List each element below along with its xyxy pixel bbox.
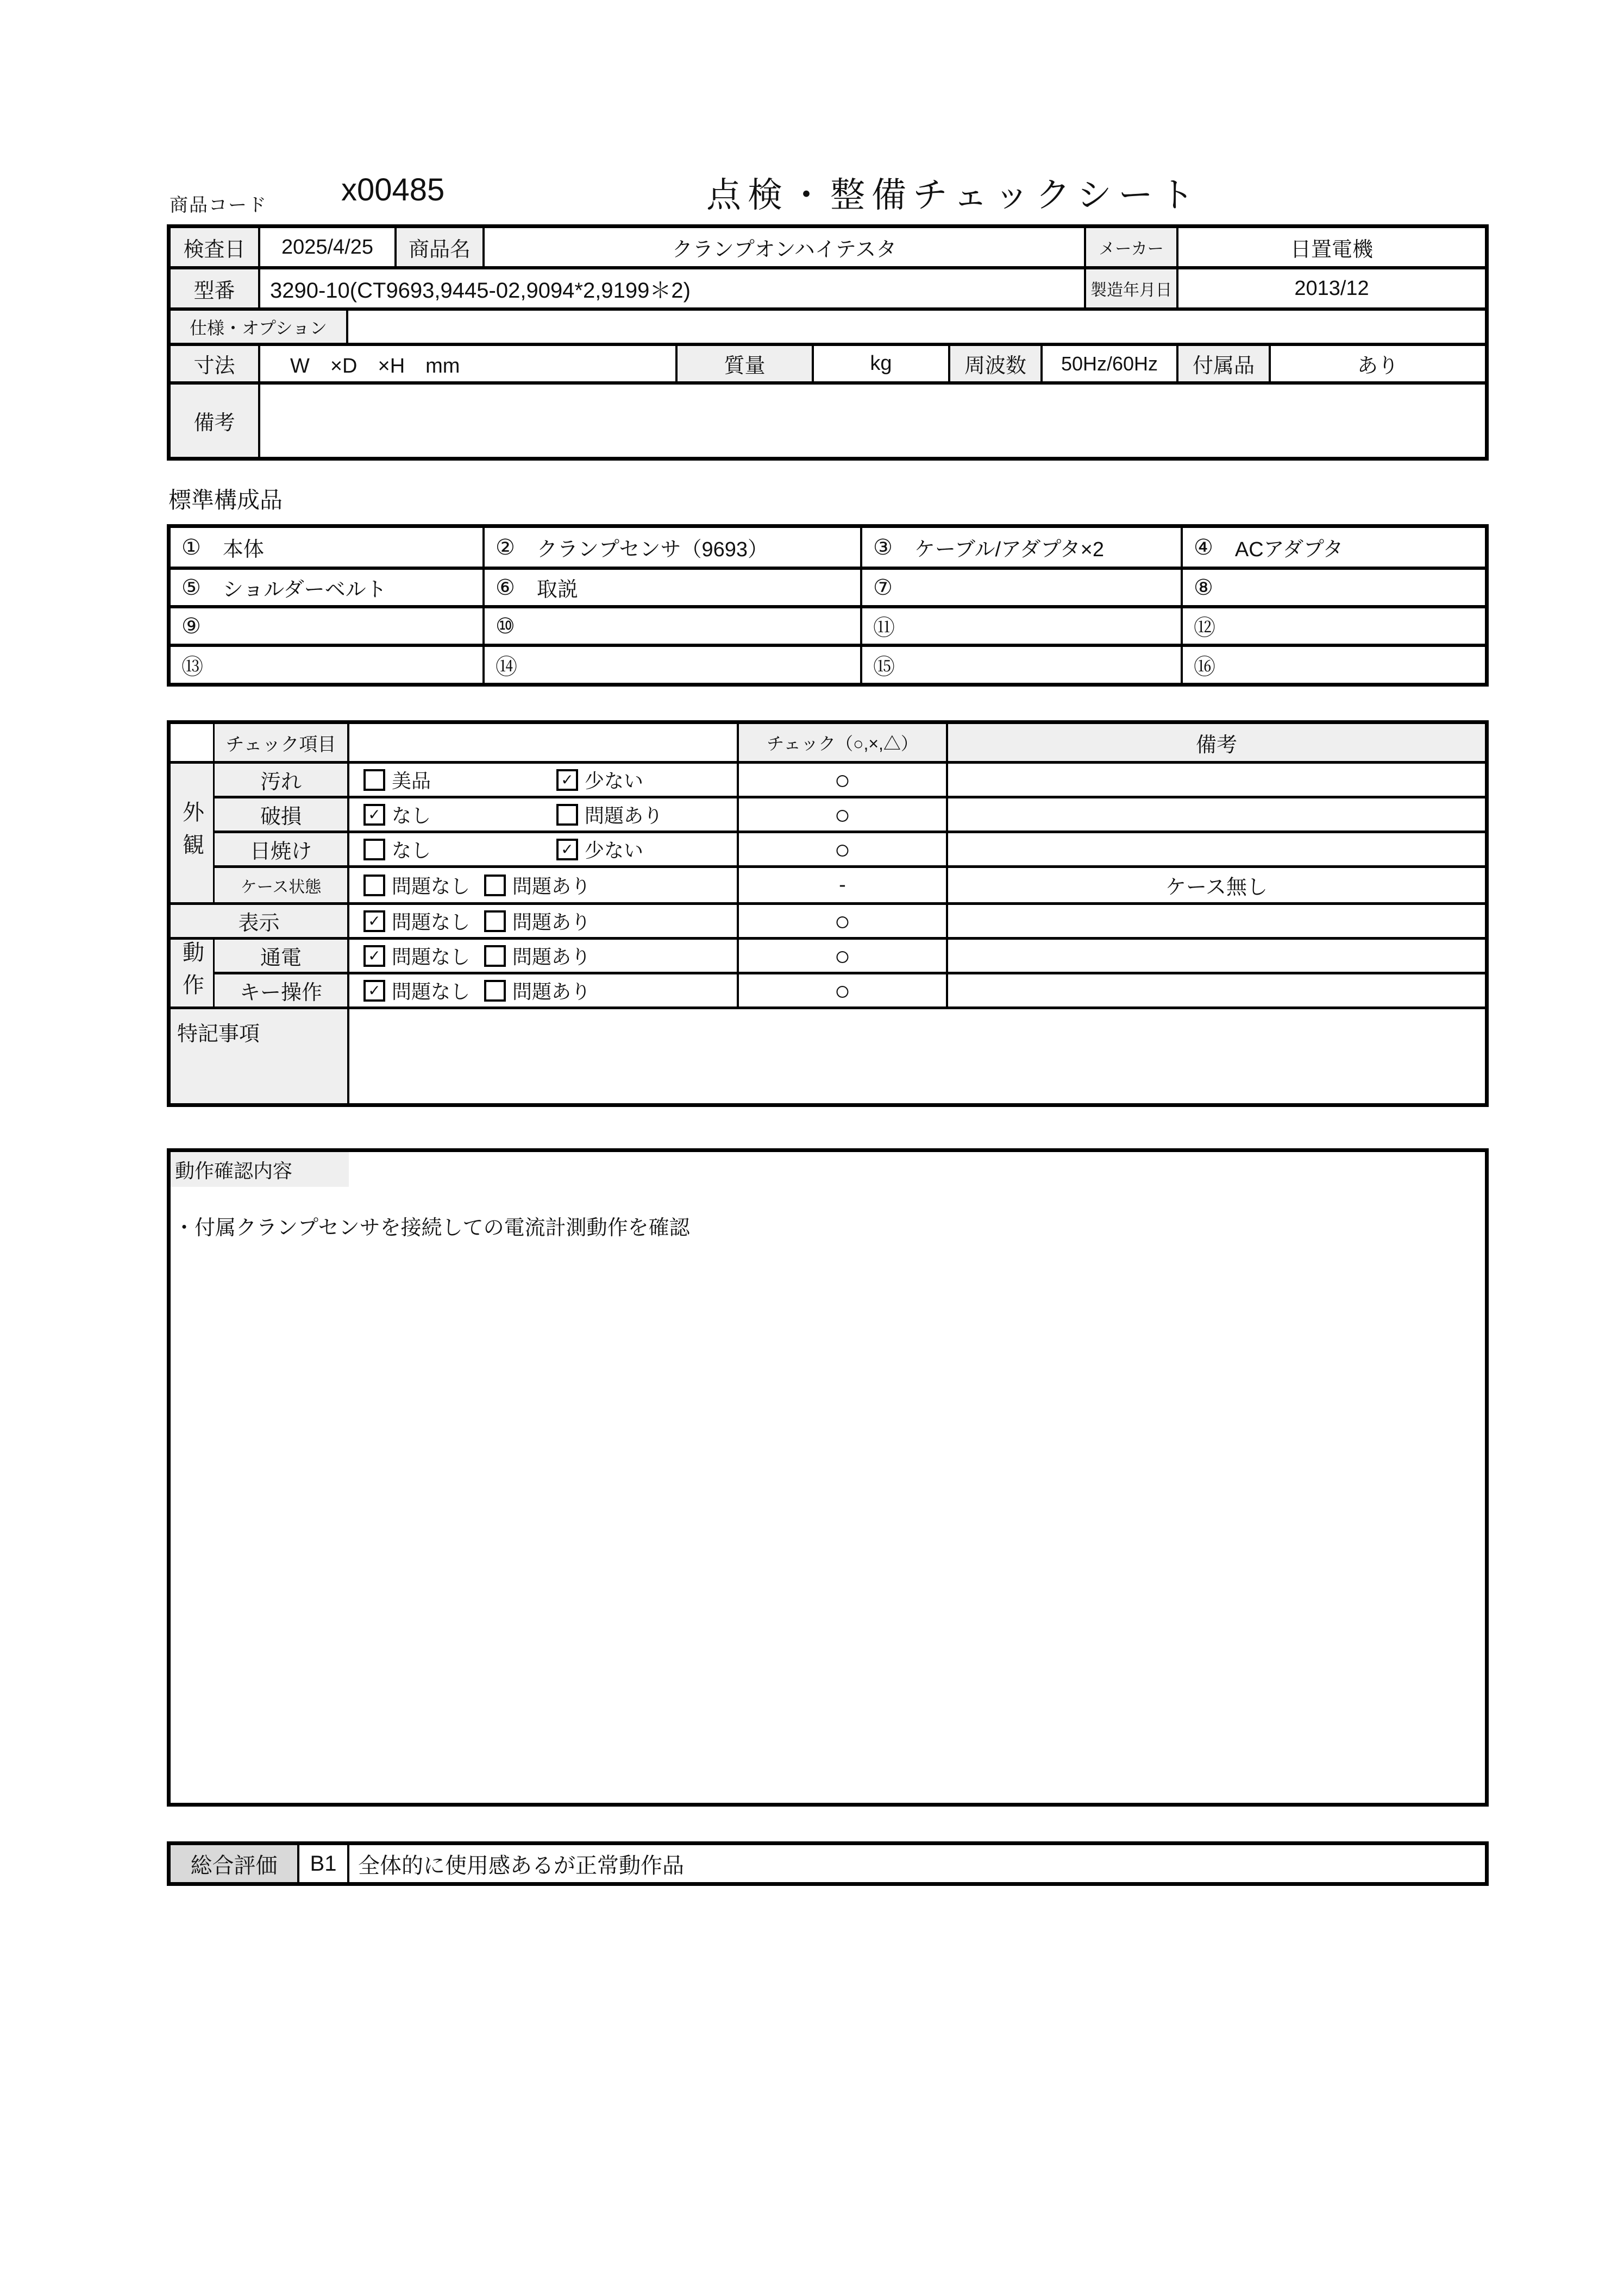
spec-option-label: 仕様・オプション	[171, 311, 346, 343]
remarks-label: 備考	[171, 385, 258, 457]
check-mark: ○	[737, 972, 946, 1007]
option	[363, 766, 518, 794]
option-label: なし	[392, 839, 431, 861]
group-appearance-label: 外観	[171, 761, 213, 902]
special-notes-value	[347, 1007, 1485, 1103]
circled-number: ⑭	[496, 655, 517, 679]
dimensions-value: W ×D ×H mm	[258, 346, 675, 381]
check-mark: ○	[737, 902, 946, 937]
operation-check-label: 動作確認内容	[171, 1152, 349, 1187]
circled-number: ⑧	[1194, 575, 1213, 600]
option-label: 問題なし	[392, 911, 471, 933]
check-row-remarks	[946, 831, 1485, 865]
maker-value: 日置電機	[1176, 228, 1485, 266]
circled-number: ⑤	[181, 575, 201, 600]
check-row-label: 汚れ	[213, 761, 347, 796]
check-row-label: 日焼け	[213, 831, 347, 865]
check-row-options	[347, 865, 737, 902]
check-mark: ○	[737, 796, 946, 831]
component-item	[860, 644, 1181, 683]
inspection-date-value: 2025/4/25	[258, 228, 394, 266]
mfg-date-value: 2013/12	[1176, 269, 1485, 307]
option	[556, 801, 663, 828]
component-item: ③ ケーブル/アダプタ×2	[860, 528, 1181, 567]
accessories-value: あり	[1269, 346, 1485, 381]
circled-number: ⑬	[181, 655, 203, 679]
circled-number: ⑦	[873, 575, 893, 600]
checkbox	[363, 875, 385, 896]
check-row-label: 破損	[213, 796, 347, 831]
check-row-options	[347, 831, 737, 865]
model-value: 3290-10(CT9693,9445-02,9094*2,9199＊2)	[258, 269, 1084, 307]
check-row-label: 通電	[213, 937, 347, 972]
option	[556, 835, 711, 863]
check-row-options	[347, 761, 737, 796]
check-row-remarks: ケース無し	[946, 865, 1485, 902]
component-item	[1181, 605, 1485, 644]
overall-rating-label: 総合評価	[171, 1845, 297, 1882]
checkbox: ✓	[363, 804, 385, 826]
circled-number: ④	[1194, 535, 1213, 559]
checkbox	[484, 945, 506, 967]
option	[484, 907, 591, 935]
checkbox	[363, 769, 385, 791]
components-table	[167, 524, 1489, 687]
checkbox	[556, 804, 578, 826]
product-name-label: 商品名	[394, 228, 482, 266]
check-row-remarks	[946, 972, 1485, 1007]
check-header-remarks: 備考	[946, 724, 1485, 761]
info-row-dimensions	[171, 343, 1485, 381]
circled-number: ⑩	[496, 614, 515, 638]
checkbox	[363, 839, 385, 860]
component-item	[482, 605, 860, 644]
component-item	[171, 605, 482, 644]
option-label: 問題あり	[512, 980, 591, 1003]
overall-comment: 全体的に使用感あるが正常動作品	[347, 1845, 1485, 1882]
circled-number: ①	[181, 535, 201, 559]
product-code-label: 商品コード	[170, 195, 267, 216]
overall-grade: B1	[297, 1845, 347, 1882]
product-name-value: クランプオンハイテスタ	[482, 228, 1084, 266]
component-item	[860, 605, 1181, 644]
check-header-corner	[171, 724, 213, 761]
check-row-options	[347, 972, 737, 1007]
check-row-label: ケース状態	[213, 865, 347, 902]
check-mark: ○	[737, 761, 946, 796]
frequency-label: 周波数	[948, 346, 1040, 381]
check-mark: ○	[737, 831, 946, 865]
checkbox: ✓	[363, 980, 385, 1002]
option	[363, 835, 518, 863]
circled-number: ③	[873, 535, 893, 559]
checkbox: ✓	[556, 839, 578, 860]
checkbox	[484, 875, 506, 896]
check-row-remarks	[946, 796, 1485, 831]
check-row-options	[347, 902, 737, 937]
option	[363, 871, 470, 899]
weight-value: kg	[812, 346, 948, 381]
check-header-options	[347, 724, 737, 761]
component-item: ② クランプセンサ（9693）	[482, 528, 860, 567]
circled-number: ⑯	[1194, 655, 1215, 679]
option-label: 少ない	[585, 770, 644, 792]
special-notes-label: 特記事項	[171, 1007, 347, 1103]
component-item: ④ ACアダプタ	[1181, 528, 1485, 567]
component-item	[1181, 567, 1485, 605]
components-section-title: 標準構成品	[168, 487, 283, 513]
component-item	[171, 644, 482, 683]
option-label: 問題あり	[585, 804, 663, 827]
circled-number: ⑮	[873, 655, 895, 679]
remarks-value	[258, 385, 1485, 457]
option	[363, 907, 470, 935]
circled-number: ⑪	[873, 616, 895, 640]
check-row-remarks	[946, 902, 1485, 937]
component-item	[860, 567, 1181, 605]
option-label: 問題なし	[392, 946, 471, 968]
option-label: なし	[392, 804, 431, 827]
option-label: 少ない	[585, 839, 644, 861]
spec-option-value	[346, 311, 1485, 343]
check-row-label: キー操作	[213, 972, 347, 1007]
product-code-value: x00485	[341, 172, 445, 207]
component-item: ⑤ ショルダーベルト	[171, 567, 482, 605]
option	[484, 977, 591, 1004]
page-title: 点検・整備チェックシート	[706, 175, 1201, 215]
accessories-label: 付属品	[1176, 346, 1269, 381]
circled-number: ⑫	[1194, 616, 1215, 640]
checkbox: ✓	[556, 769, 578, 791]
checkbox: ✓	[363, 910, 385, 932]
option	[484, 942, 591, 970]
option	[363, 801, 518, 828]
component-item: ⑥ 取説	[482, 567, 860, 605]
option	[484, 871, 591, 899]
checkbox	[484, 980, 506, 1002]
check-row-options	[347, 937, 737, 972]
check-header-item: チェック項目	[213, 724, 347, 761]
option-label: 問題なし	[392, 980, 471, 1003]
option-label: 問題なし	[392, 875, 471, 897]
info-row-remarks	[171, 381, 1485, 457]
component-item	[482, 644, 860, 683]
info-row-model	[171, 266, 1485, 307]
operation-check-box	[167, 1148, 1489, 1807]
weight-label: 質量	[675, 346, 812, 381]
circled-number: ②	[496, 535, 515, 559]
check-mark: -	[737, 865, 946, 902]
option-label: 問題あり	[512, 911, 591, 933]
option	[556, 766, 711, 794]
check-table	[167, 720, 1489, 1107]
component-item	[1181, 644, 1485, 683]
check-row-label: 表示	[171, 902, 347, 937]
info-row-spec	[171, 307, 1485, 343]
circled-number: ⑥	[496, 575, 515, 600]
maker-label: メーカー	[1084, 228, 1176, 266]
circled-number: ⑨	[181, 614, 201, 638]
operation-check-line: ・付属クランプセンサを接続しての電流計測動作を確認	[174, 1217, 690, 1240]
inspection-date-label: 検査日	[171, 228, 258, 266]
checkbox: ✓	[363, 945, 385, 967]
overall-rating-bar	[167, 1841, 1489, 1886]
option-label: 問題あり	[512, 946, 591, 968]
checkbox	[484, 910, 506, 932]
mfg-date-label: 製造年月日	[1084, 269, 1176, 307]
info-row-basic	[171, 228, 1485, 266]
dimensions-label: 寸法	[171, 346, 258, 381]
option	[363, 942, 470, 970]
product-info-table	[167, 224, 1489, 461]
check-header-check: チェック（○,×,△）	[737, 724, 946, 761]
group-operation-label: 動作	[171, 937, 213, 1007]
option	[363, 977, 470, 1004]
option-label: 美品	[392, 770, 431, 792]
check-mark: ○	[737, 937, 946, 972]
component-item: ① 本体	[171, 528, 482, 567]
model-label: 型番	[171, 269, 258, 307]
check-row-remarks	[946, 937, 1485, 972]
frequency-value: 50Hz/60Hz	[1040, 346, 1176, 381]
check-row-remarks	[946, 761, 1485, 796]
option-label: 問題あり	[512, 875, 591, 897]
check-row-options	[347, 796, 737, 831]
